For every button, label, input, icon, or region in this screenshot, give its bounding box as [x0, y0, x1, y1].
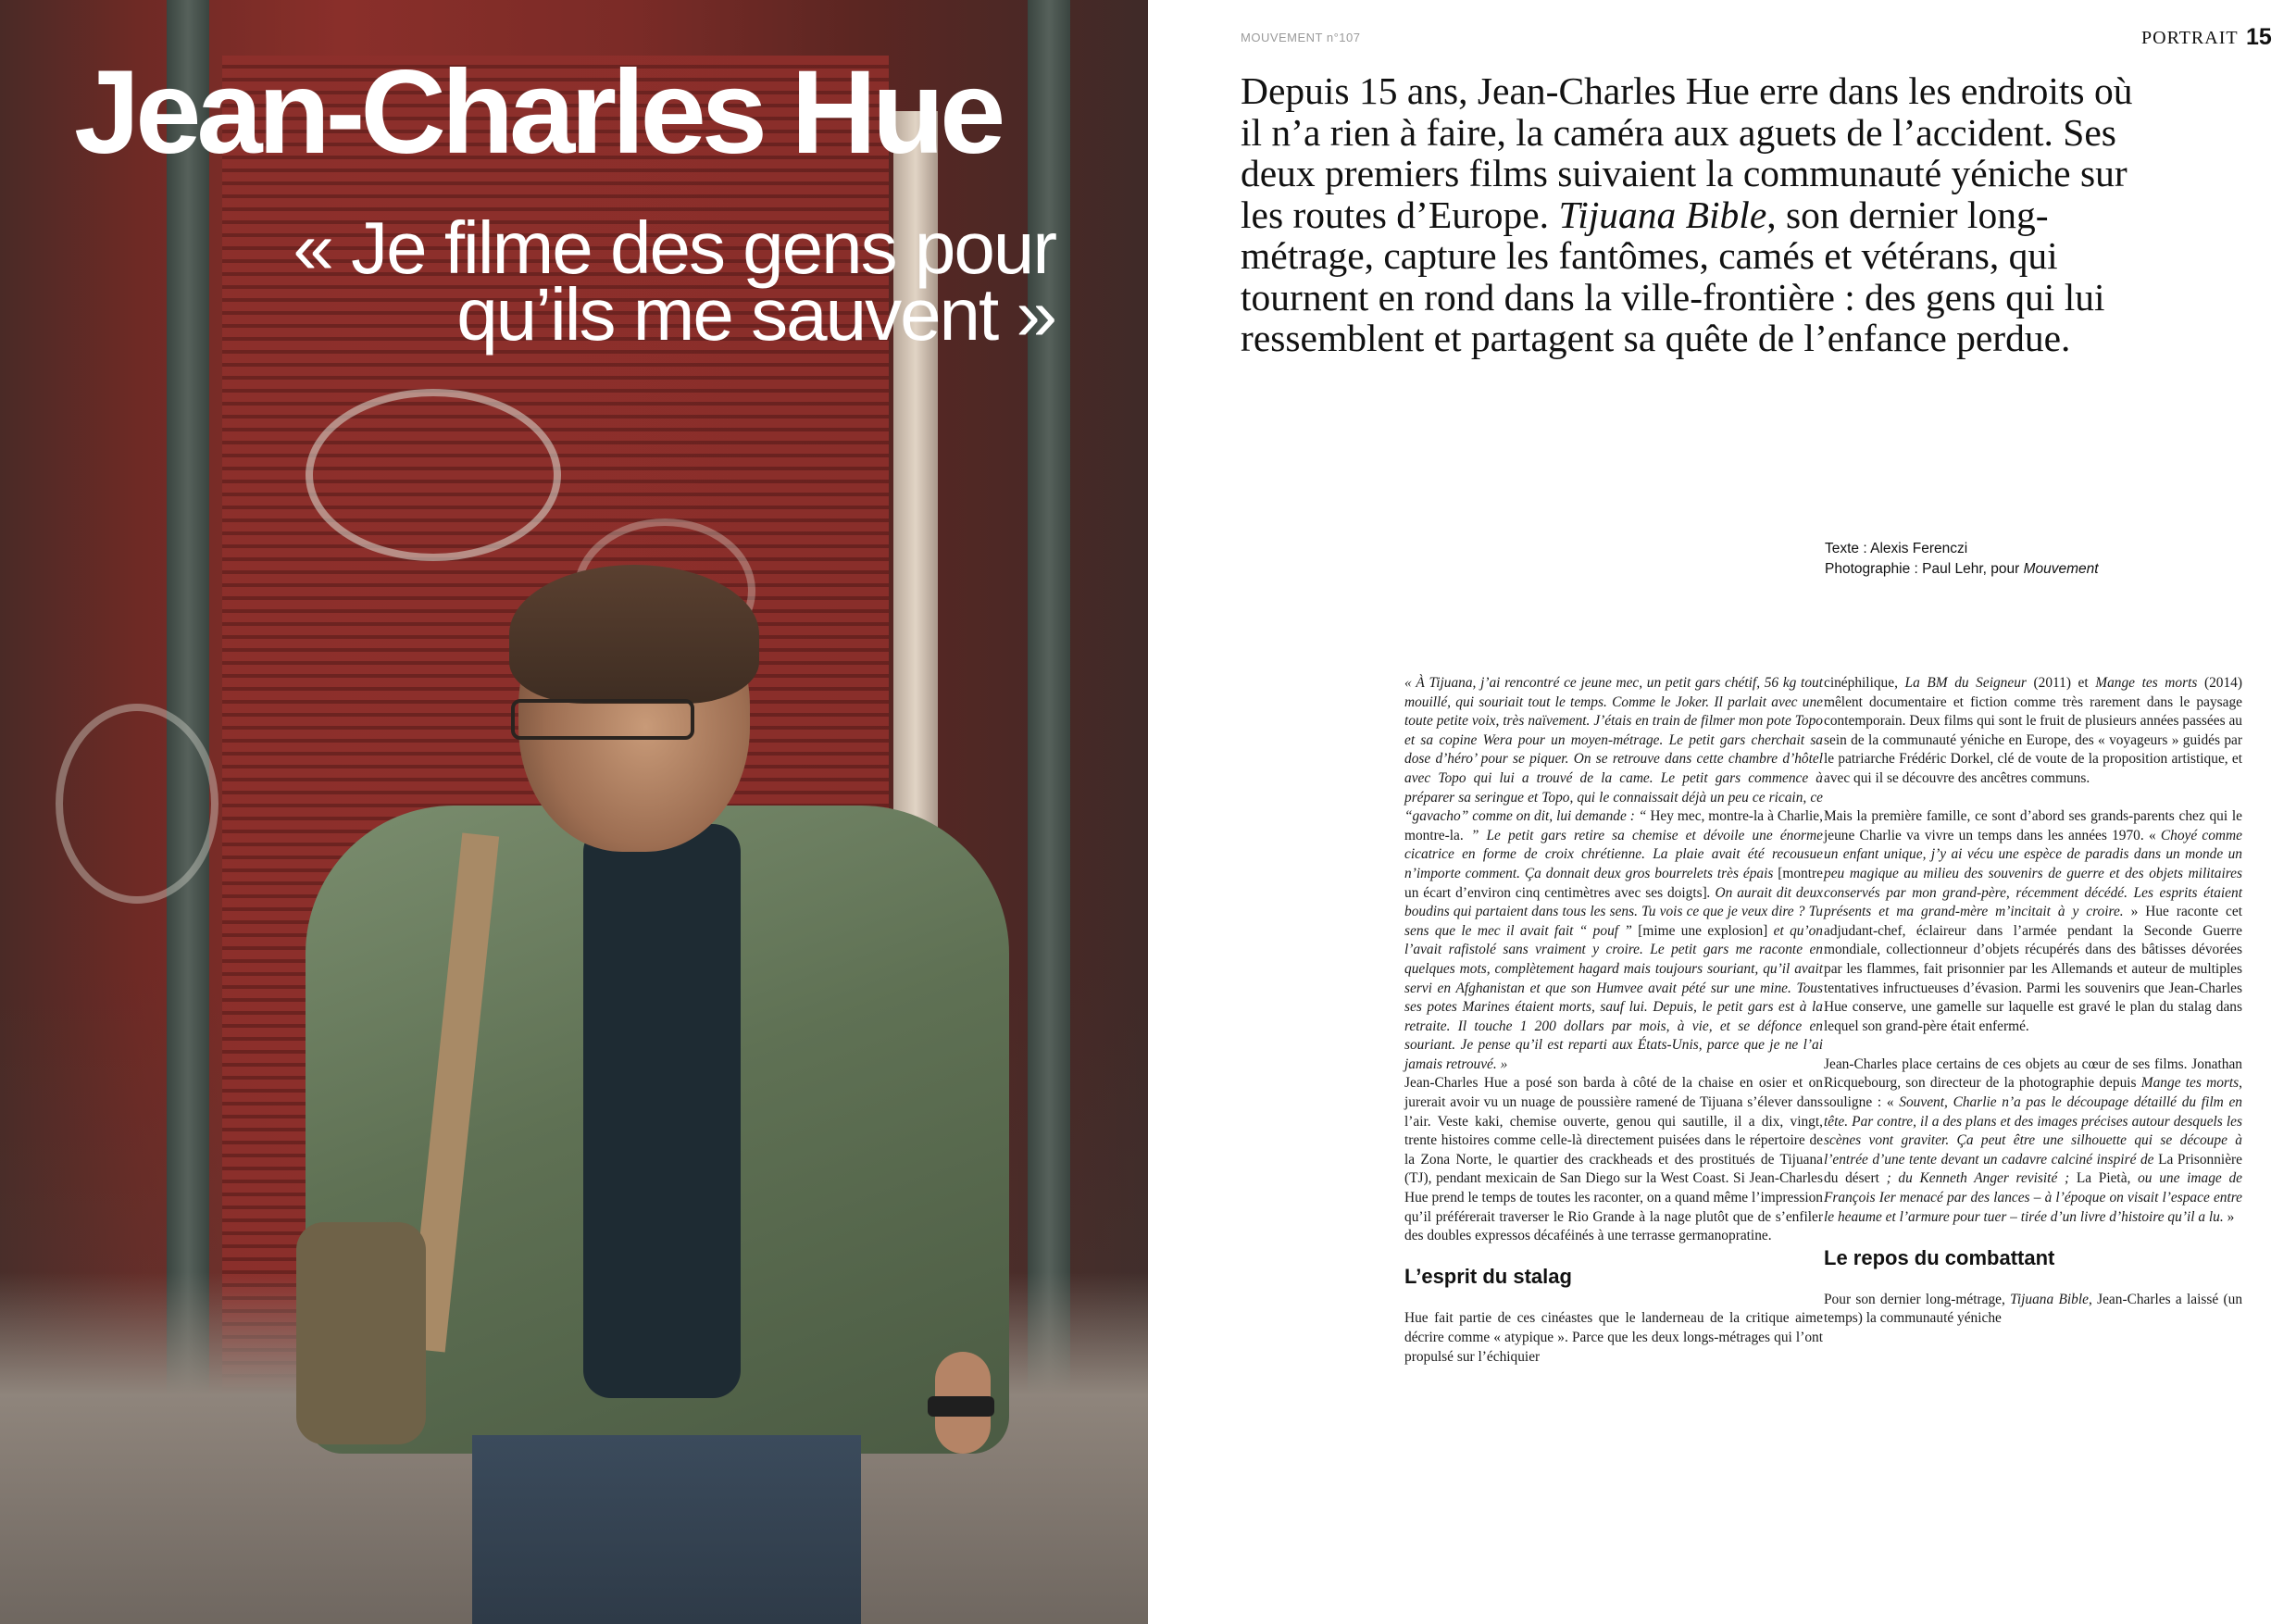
page-number: 15 [2246, 24, 2272, 50]
article-title: Jean-Charles Hue [74, 46, 1002, 179]
text-credit: Texte : Alexis Ferenczi [1825, 541, 1968, 556]
body-paragraph: Jean-Charles place certains de ces objets au cœur de ses films. Jonathan Ricquebourg, son directeur de la photographie depuis Mange tes morts, souligne : « Souvent, Charlie n’a pas le découpage détaillé du film en tête. Par contre, il a des plans et des images précises autour desquels les scènes vont graviter. Ça peut être une silhouette qui se découpe à l’entrée d’une tente devant un cadavre calciné inspiré de La Prisonnière du désert ; du Kenneth Anger revisité ; La Pietà, ou une image de François Ier menacé par des lances – à l’époque on visait l’espace entre le heaume et l’armure pour tuer – tirée d’un livre d’histoire qu’il a lu. » [1824, 1056, 2242, 1225]
body-column-2 [1824, 674, 2242, 1348]
hair [509, 565, 759, 704]
credits [1825, 539, 2099, 580]
lede-paragraph: Depuis 15 ans, Jean-Charles Hue erre dans les endroits où il n’a rien à faire, la caméra aux aguets de l’accident. Ses deux premiers films suivaient la communauté yéniche sur les routes d’Europe. Tijuana Bible, son dernier long-métrage, capture les fantômes, camés et vétérans, qui tournent en rond dans la ville-frontière : des gens qui lui ressemblent et partagent sa quête de l’enfance perdue. [1241, 69, 2133, 359]
wristwatch [928, 1396, 994, 1417]
body-paragraph: cinéphilique, La BM du Seigneur (2011) et Mange tes morts (2014) mêlent documentaire et fiction comme très rarement dans le paysage contemporain. Deux films qui sont le fruit de plusieurs années passées au sein de la communauté yéniche en Europe, des « voyageurs » guidés par le patriarche Frédéric Dorkel, clé de voute de la proposition artistique, et avec qui il se découvre des ancêtres communs. [1824, 675, 2242, 786]
dark-shirt [583, 824, 741, 1398]
section-heading: Le repos du combattant [1824, 1245, 2055, 1269]
pull-quote: « Je filme des gens pour qu’ils me sauvent » [293, 206, 1055, 356]
body-paragraph: « À Tijuana, j’ai rencontré ce jeune mec, un petit gars chétif, 56 kg tout mouillé, qui souriait tout le temps. Comme le Joker. Il parlait avec une toute petite voix, très naïvement. J’étais en train de filmer mon pote Topo et sa copine Wera pour un moyen-métrage. Le petit gars cherchait sa dose d’héro’ pour se piquer. On se retrouve dans cette chambre d’hôtel avec Topo qui lui a trouvé de la came. Le petit gars commence à préparer sa seringue et Topo, qui le connaissait déjà un peu ce ricain, ce “gavacho” comme on dit, lui demande : “ Hey mec, montre-la à Charlie, montre-la. ” Le petit gars retire sa chemise et dévoile une énorme cicatrice en forme de croix chrétienne. La plaie avait été recousue n’importe comment. Ça donnait deux gros bourrelets très épais [montre un écart d’environ cinq centimètres avec ses doigts]. On aurait dit deux boudins qui partaient dans tous les sens. Tu vois ce que je veux dire ? Tu sens que le mec il avait fait “ pouf ” [mime une explosion] et qu’on l’avait rafistolé sans vraiment y croire. Le petit gars me raconte en quelques mots, complètement hagard mais toujours souriant, qu’il avait servi en Afghanistan et que son Humvee avait pété sur une mine. Tous ses potes Marines étaient morts, sauf lui. Depuis, le petit gars est à la retraite. Il touche 1 200 dollars par mois, à vie, et se défonce en souriant. Je pense qu’il est reparti aux États-Unis, parce que je ne l’ai jamais retrouvé. » [1404, 675, 1823, 1072]
photo-credit: Photographie : Paul Lehr, pour Mouvement [1825, 561, 2099, 577]
body-paragraph: Jean-Charles Hue a posé son barda à côté de la chaise en osier et on jurerait avoir vu un nuage de poussière ramené de Tijuana s’élever dans l’air. Veste kaki, chemise ouverte, genou qui sautille, il a dix, vingt, trente histoires comme celle-là directement puisées dans le répertoire de la Zona Norte, le quartier des crackheads et des prostitués de Tijuana (TJ), pendant mexicain de San Diego sur la West Coast. Si Jean-Charles Hue prend le temps de toutes les raconter, on a quand même l’impression qu’il préférerait traverser le Rio Grande à la nage plutôt que de s’enfiler des doubles expressos décaféinés à une terrasse germanopratine. [1404, 1075, 1823, 1244]
body-column-1 [1404, 674, 1823, 1386]
body-paragraph: Pour son dernier long-métrage, Tijuana Bible, Jean-Charles a laissé (un temps) la communauté yéniche [1824, 1291, 2243, 1327]
portrait-subject [306, 574, 1009, 1624]
section-heading: L’esprit du stalag [1404, 1265, 1572, 1289]
running-header-section: PORTRAIT [2141, 28, 2239, 48]
body-paragraph: Hue fait partie de ces cinéastes que le landerneau de la critique aime décrire comme « atypique ». Parce que les deux longs-métrages qui l’ont propulsé sur l’échiquier [1404, 1310, 1823, 1365]
graffiti-tag [56, 704, 218, 904]
body-paragraph: Mais la première famille, ce sont d’abord ses grands-parents chez qui le jeune Charlie va vivre un temps dans les années 1970. « Choyé comme un enfant unique, j’y ai vécu une espèce de paradis dans un monde un peu magique au milieu des souvenirs de guerre et des objets militaires conservés par mon grand-père, récemment décédé. Les esprits étaient présents et ma grand-mère m’incitait à y croire. » Hue raconte cet adjudant-chef, éclaireur dans l’armée pendant la Seconde Guerre mondiale, collectionneur d’objets récupérés dans des bâtisses dévorées par les flammes, fait prisonnier par les Allemands et auteur de multiples tentatives infructueuses d’évasion. Parmi les souvenirs que Jean-Charles Hue conserve, une gamelle sur laquelle est gravé le plan du stalag dans lequel son grand-père était enfermé. [1824, 808, 2242, 1034]
shoulder-bag [296, 1222, 426, 1444]
graffiti-tag [306, 389, 561, 561]
jeans [472, 1435, 861, 1624]
glasses [511, 699, 694, 740]
running-header-publication: MOUVEMENT n°107 [1241, 31, 1361, 44]
